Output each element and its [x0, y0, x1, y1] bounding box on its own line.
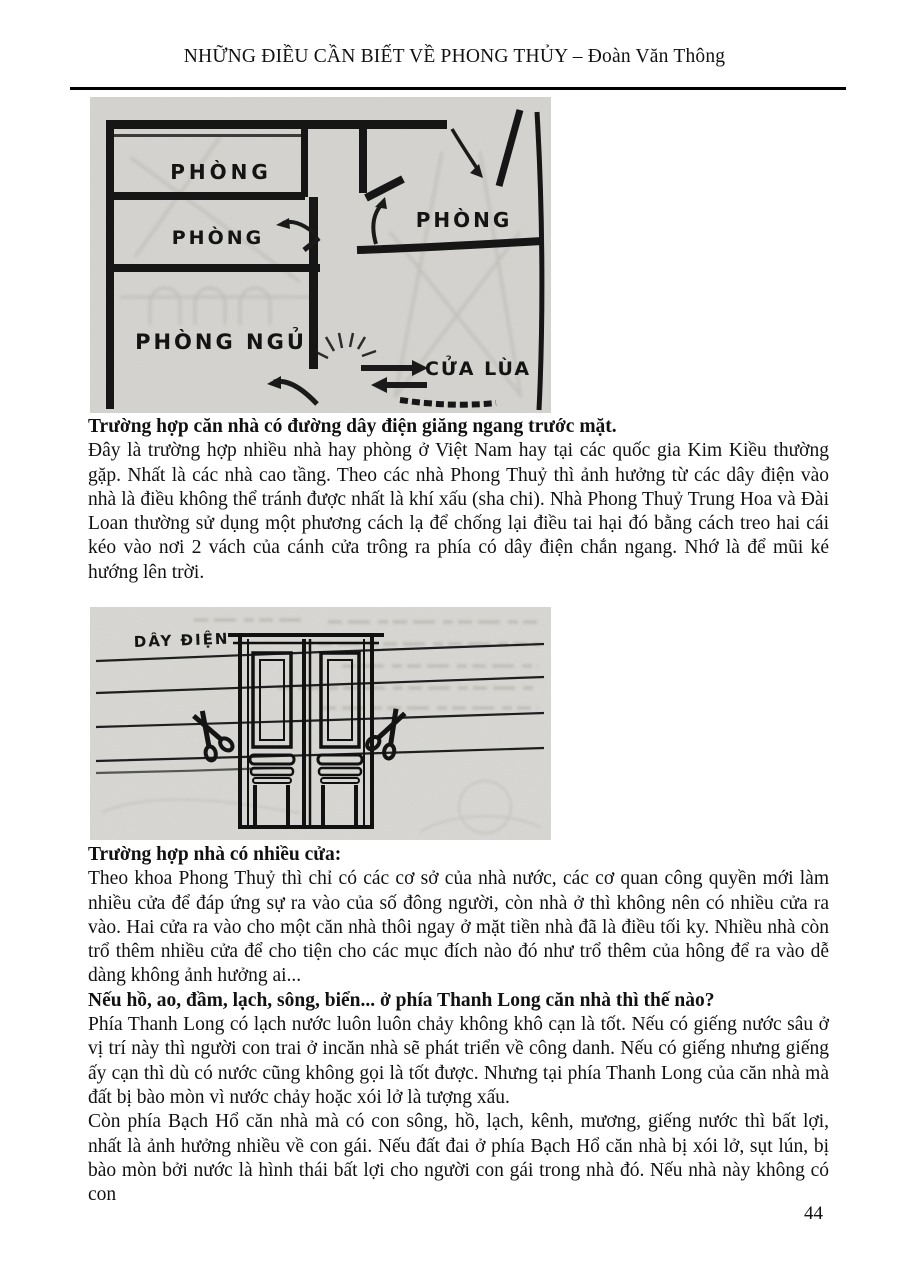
section-power-lines [88, 415, 829, 585]
section-heading: Trường hợp nhà có nhiều cửa: [88, 844, 342, 865]
header-divider [70, 87, 846, 90]
sliding-door-label: CỬA LÙA [424, 358, 532, 380]
room-label-mid-left: PHÒNG [171, 227, 265, 249]
lower-text-sections [88, 843, 829, 1207]
section-paragraph: Phía Thanh Long có lạch nước luôn luôn chảy không khô cạn là tốt. Nếu có giếng nước sâu ở vị trí này thì người con trai ở incăn nhà sẽ phát triển về công danh. Nếu có giếng nhưng giếng ấy cạn thì dù có nước cũng không gọi là tốt được. Nhưng tại phía Thanh Long của căn nhà mà đất bị bào mòn vì nước chảy hoặc xói lở là tượng xấu. [88, 1014, 829, 1108]
floorplan-figure [90, 97, 551, 413]
room-label-right: PHÒNG [415, 208, 513, 232]
page-title: NHỮNG ĐIỀU CẦN BIẾT VỀ PHONG THỦY – Đoàn Văn Thông [183, 46, 726, 67]
section-heading: Trường hợp căn nhà có đường dây điện giăng ngang trước mặt. [88, 416, 617, 437]
section-heading: Nếu hồ, ao, đầm, lạch, sông, biển... ở phía Thanh Long căn nhà thì thế nào? [88, 989, 715, 1011]
room-label-top-left: PHÒNG [170, 160, 272, 184]
bedroom-label: PHÒNG NGỦ [135, 330, 307, 354]
page-number: 44 [804, 1203, 823, 1224]
power-line-label: DÂY ĐIỆN [133, 629, 230, 651]
section-paragraph: Đây là trường hợp nhiều nhà hay phòng ở Việt Nam hay tại các quốc gia Kim Kiều thường gặp. Nhất là các nhà cao tầng. Theo các nhà Phong Thuỷ thì ảnh hưởng từ các dây điện vào nhà là điều không thể tránh được nhất là khí xấu (sha chi). Nhà Phong Thuỷ Trung Hoa và Đài Loan thường sử dụng một phương cách lạ để chống lại điều tai hại đó bằng cách treo hai cái kéo vào nơi 2 vách của cánh cửa trông ra phía có dây điện chắn ngang. Nhớ là để mũi ké hướng lên trời. [88, 440, 829, 583]
section-paragraph: Theo khoa Phong Thuỷ thì chỉ có các cơ sở của nhà nước, các cơ quan công quyền mới làm nhiều cửa để đáp ứng sự ra vào của số đông người, còn nhà ở thì không nên có nhiều cửa ra vào. Hai cửa ra vào cho một căn nhà thôi ngay ở mặt tiền nhà đã là điều tối ky. Nhiều nhà còn trổ thêm nhiều cửa để cho tiện cho các mục đích nào đó như trổ thêm của hông để ra vào dễ dàng không ảnh hưởng ai... [88, 868, 829, 987]
section-paragraph: Còn phía Bạch Hổ căn nhà mà có con sông, hồ, lạch, kênh, mương, giếng nước thì bất lợi, nhất là ảnh hưởng nhiều về con gái. Nếu đất đai ở phía Bạch Hổ căn nhà bị xói lở, sụt lún, bị bào mòn bởi nước là hình thái bất lợi cho người con gái trong nhà đó. Nếu nhà này không có con [88, 1111, 829, 1206]
door-powerline-figure [90, 607, 551, 840]
